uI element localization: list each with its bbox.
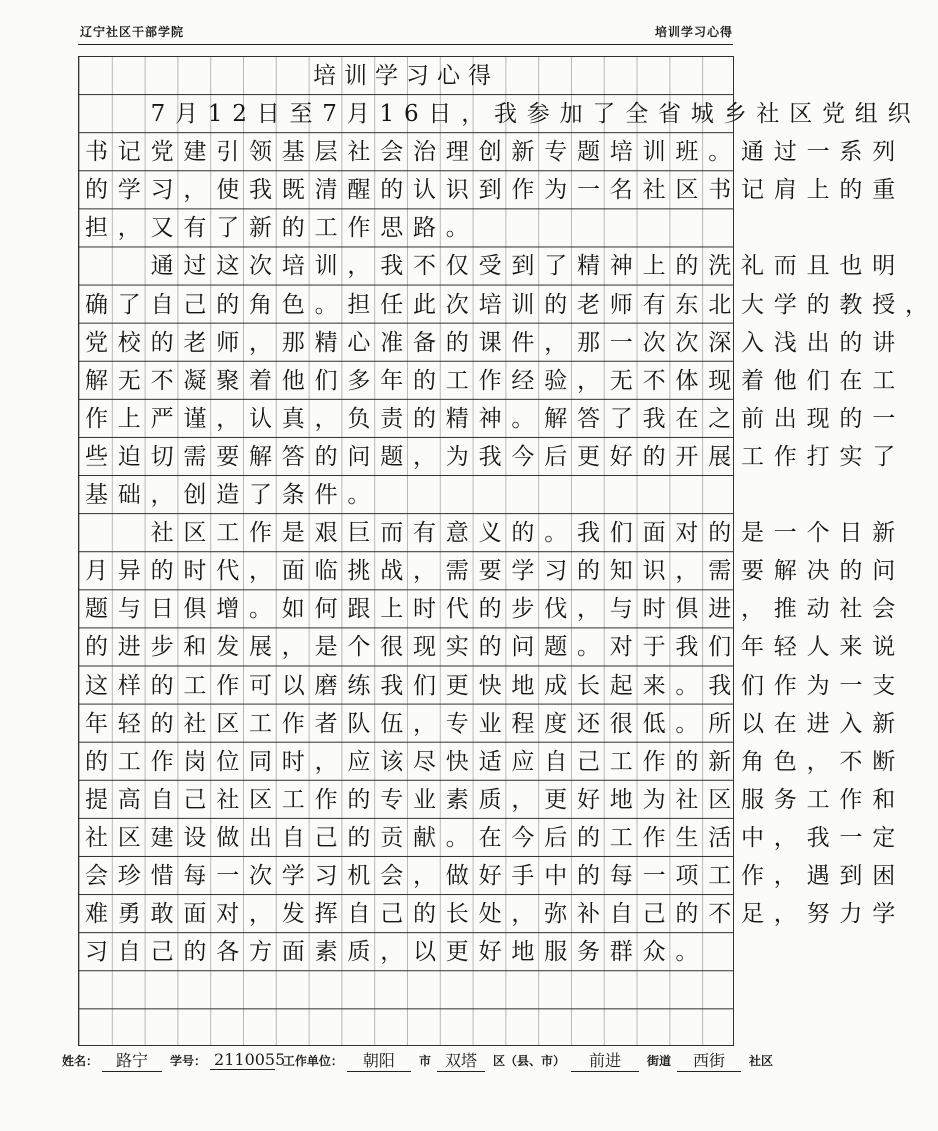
essay-line: 提高自己社区工作的专业素质，更好地为社区服务工作和: [85, 786, 905, 813]
institution-name: 辽宁社区干部学院: [80, 25, 185, 39]
essay-line: 作上严谨，认真，负责的精神。解答了我在之前出现的一: [85, 405, 905, 432]
document-type: 培训学习心得: [654, 25, 733, 39]
student-info-footer: [62, 1046, 779, 1074]
essay-line: 解无不凝聚着他们多年的工作经验，无不体现着他们在工: [85, 367, 905, 394]
essay-line: 社区工作是艰巨而有意义的。我们面对的是一个日新: [85, 520, 905, 547]
essay-line: 些迫切需要解答的问题，为我今后更好的开展工作打实了: [85, 443, 905, 470]
essay-line: [79, 1008, 733, 1046]
essay-line: 担，又有了新的工作思路。: [85, 215, 479, 242]
essay-line: 确了自己的角色。担任此次培训的老师有东北大学的教授，: [85, 291, 938, 318]
essay-body: [79, 56, 938, 1046]
essay-line: 年轻的社区工作者队伍，专业程度还很低。所以在进入新: [85, 710, 905, 737]
essay-line: 7月12日至7月16日，我参加了全省城乡社区党组织: [85, 101, 921, 128]
writing-grid: [78, 56, 938, 1046]
essay-line: 的学习，使我既清醒的认识到作为一名社区书记肩上的重: [85, 177, 905, 204]
essay-line: 书记党建引领基层社会治理创新专题培训班。通过一系列: [85, 139, 905, 166]
community-value: 西街: [677, 1048, 741, 1072]
student-id-value: 2110055: [210, 1050, 275, 1070]
city-suffix: 市: [418, 1053, 431, 1068]
district-value: 双塔: [437, 1048, 485, 1072]
work-unit-label: 工作单位：: [282, 1053, 343, 1068]
essay-line: 题与日俱增。如何跟上时代的步伐，与时俱进，推动社会: [85, 596, 905, 623]
essay-line: 月异的时代，面临挑战，需要学习的知识，需要解决的问: [85, 558, 905, 585]
student-id-label: 学号：: [170, 1053, 207, 1068]
name-value: 路宁: [102, 1048, 162, 1072]
essay-line: [79, 970, 733, 1008]
essay-line: 的工作岗位同时，应该尽快适应自己工作的新角色，不断: [85, 748, 905, 775]
city-value: 朝阳: [347, 1048, 411, 1072]
community-suffix: 社区: [748, 1053, 773, 1068]
essay-line: 通过这次培训，我不仅受到了精神上的洗礼而且也明: [85, 253, 905, 280]
street-value: 前进: [571, 1048, 639, 1072]
name-label: 姓名：: [62, 1053, 99, 1068]
essay-line: 社区建设做出自己的贡献。在今后的工作生活中，我一定: [85, 824, 905, 851]
essay-line: 习自己的各方面素质，以更好地服务群众。: [85, 939, 709, 966]
essay-line: 会珍惜每一次学习机会，做好手中的每一项工作，遇到困: [85, 862, 905, 889]
essay-line: 基础，创造了条件。: [85, 482, 381, 509]
essay-line: 这样的工作可以磨练我们更快地成长起来。我们作为一支: [85, 672, 905, 699]
header-rule: [78, 44, 733, 45]
essay-line: 难勇敢面对，发挥自己的长处，弥补自己的不足，努力学: [85, 901, 905, 928]
district-suffix: 区（县、市）: [492, 1053, 565, 1068]
essay-line: 党校的老师，那精心准备的课件，那一次次深入浅出的讲: [85, 329, 905, 356]
street-suffix: 街道: [646, 1053, 671, 1068]
page-header: [80, 18, 733, 40]
essay-line: 的进步和发展，是个很现实的问题。对于我们年轻人来说: [85, 634, 905, 661]
essay-title: 培训学习心得: [313, 63, 499, 89]
